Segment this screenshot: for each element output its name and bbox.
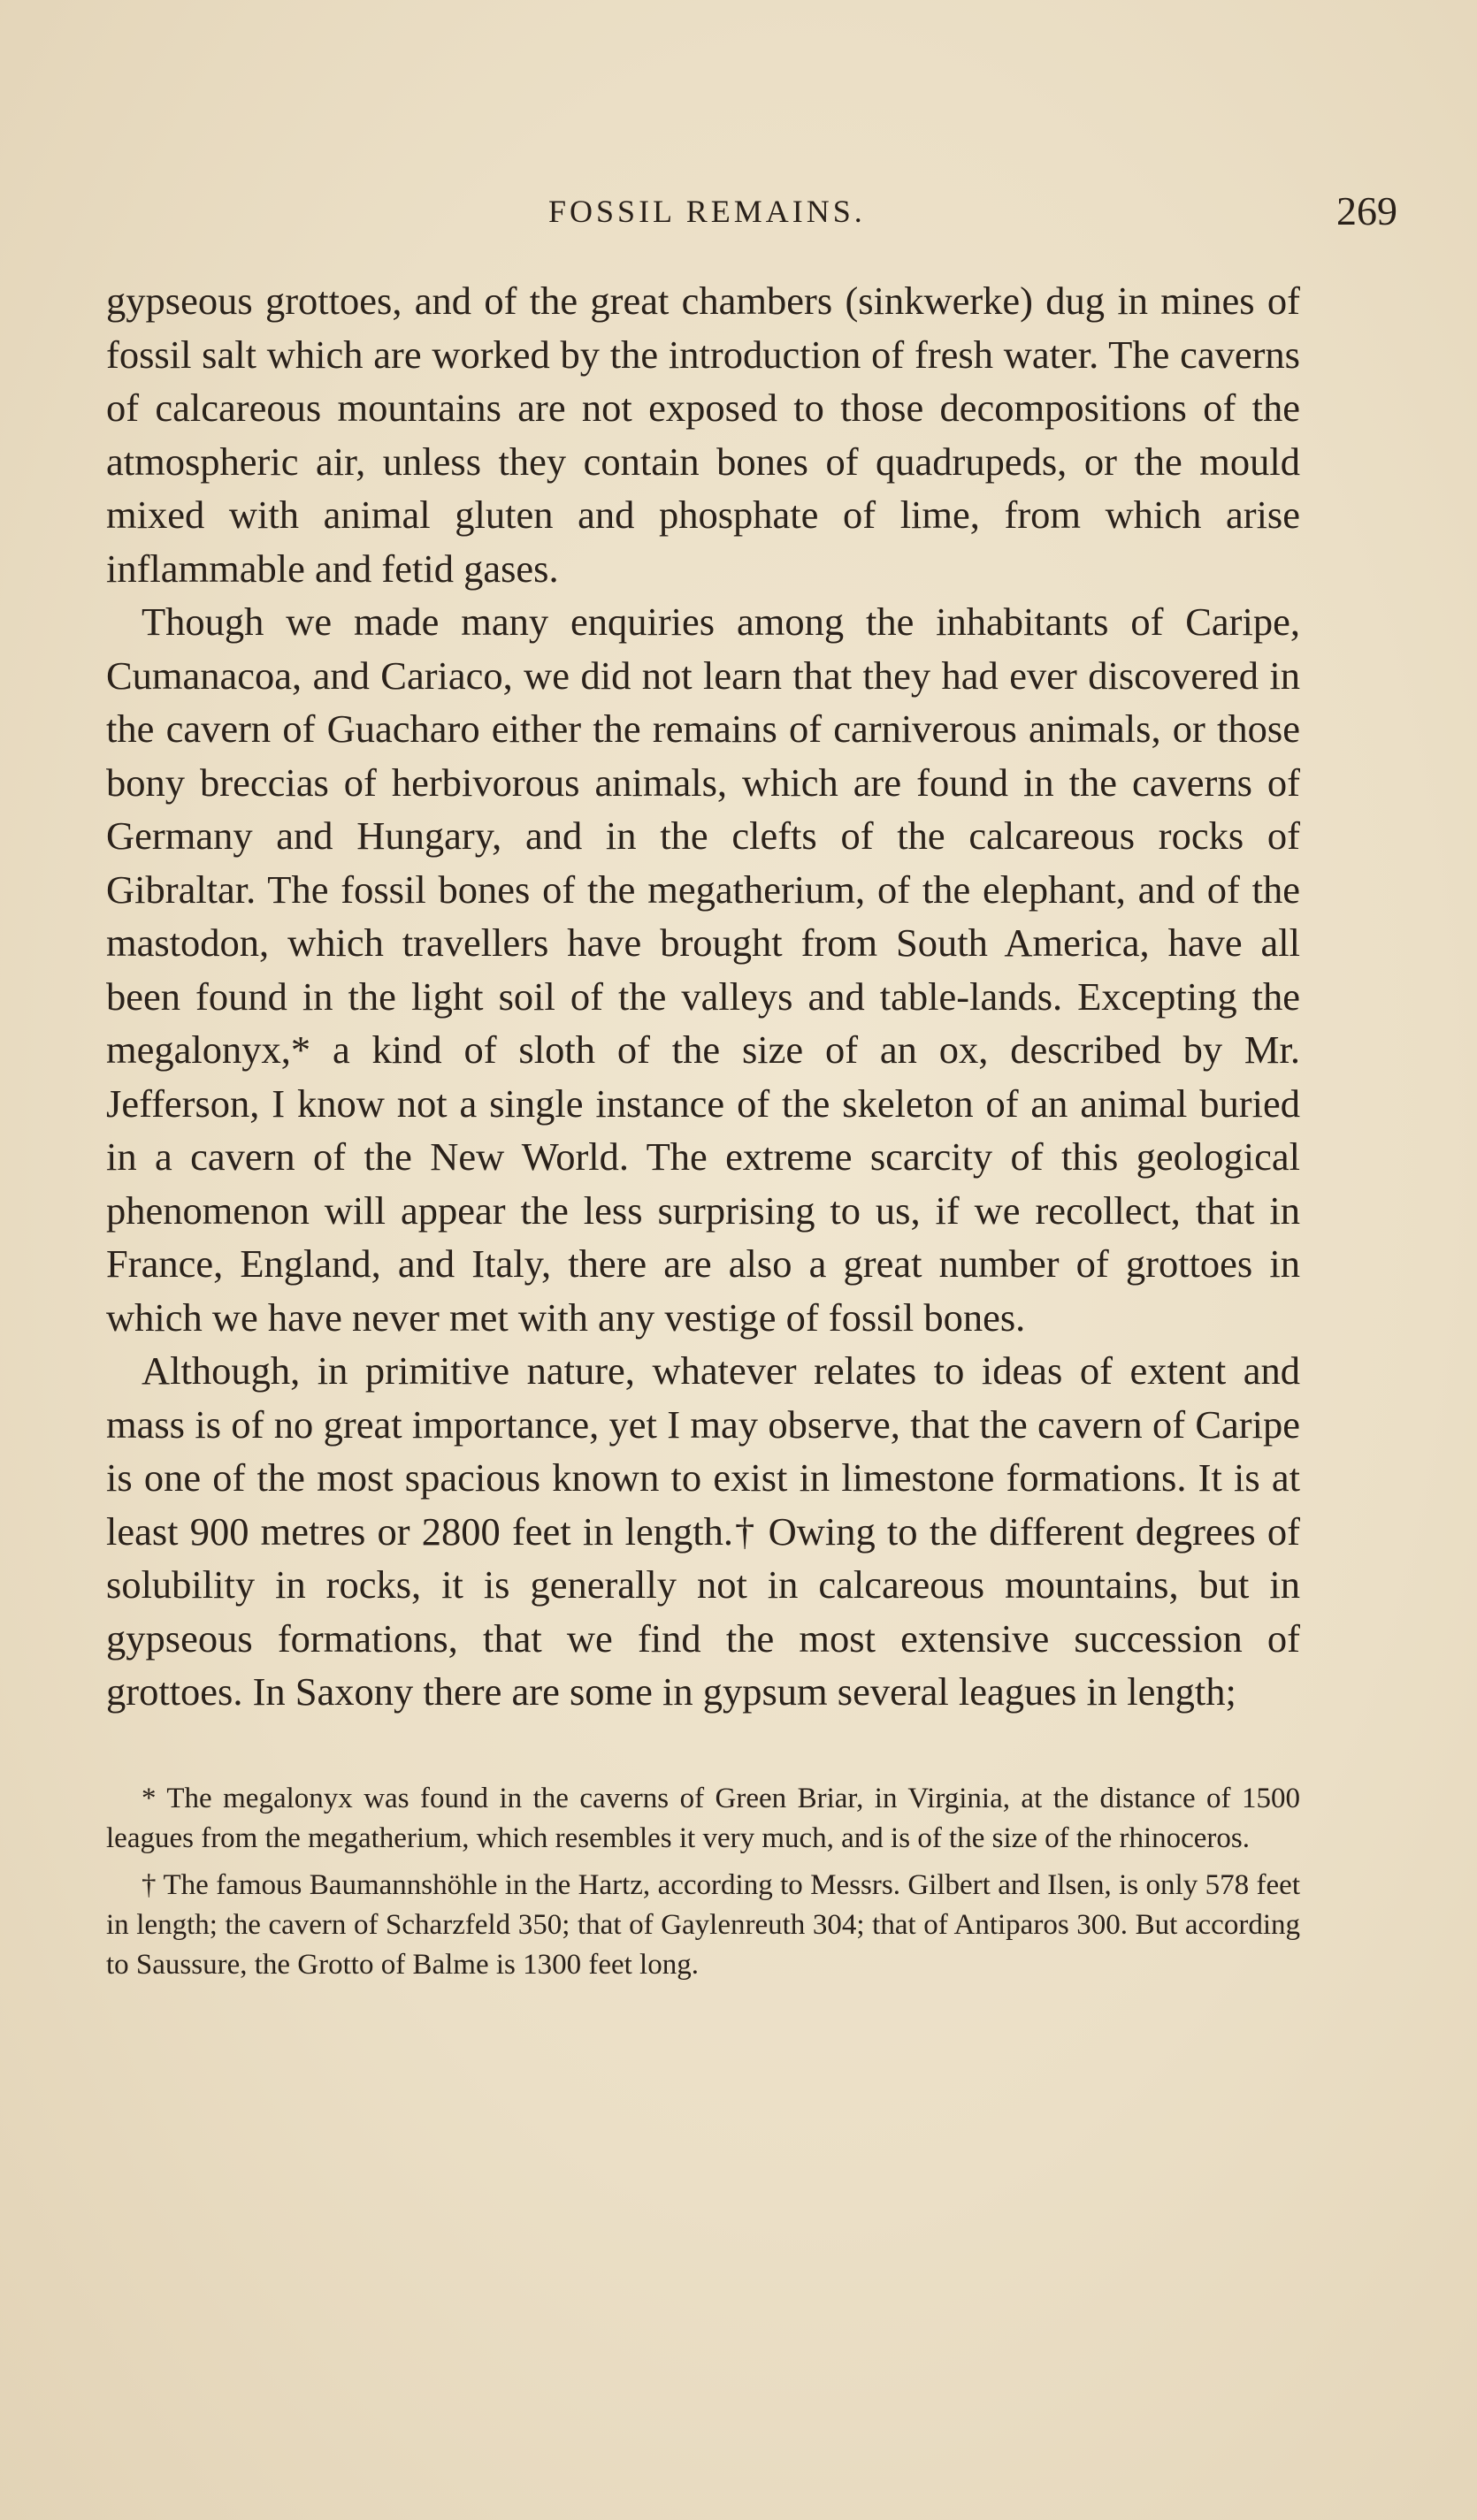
- footnote-2: [106, 1866, 1300, 1985]
- footnote-1-text: The megalonyx was found in the caverns of Green Briar, in Virginia, at the distance of 1500 leagues from the megatherium, which resembles it very much, and is of the size of the rhinoceros.: [106, 1783, 1301, 1854]
- paragraph-1: gypseous grottoes, and of the great chambers (sinkwerke) dug in mines of fossil salt which are worked by the introduction of fresh water. The caverns of calcareous mountains are not exposed to those decompositions of the atmospheric air, unless they contain bones of quadrupeds, or the mould mixed with animal gluten and phosphate of lime, from which arise inflammable and fetid gases.: [106, 279, 1300, 591]
- running-head: FOSSIL REMAINS.: [548, 194, 866, 229]
- paragraph-3: Although, in primitive nature, whatever relates to ideas of extent and mass is of no great importance, yet I may observe, that the cavern of Caripe is one of the most spacious known to exist in limestone formations. It is at least 900 metres or 2800 feet in length.† Owing to the different degrees of solubility in rocks, it is generally not in calcareous mountains, but in gypseous formations, that we find the most extensive succession of grottoes. In Saxony there are some in gypsum several leagues in length;: [106, 1348, 1300, 1714]
- paragraph-2: Though we made many enquiries among the inhabitants of Caripe, Cumanacoa, and Cariaco, we did not learn that they had ever discovered in the cavern of Guacharo either the remains of carniverous animals, or those bony breccias of herbivorous animals, which are found in the caverns of Germany and Hungary, and in the clefts of the calcareous rocks of Gibraltar. The fossil bones of the megatherium, of the elephant, and of the mastodon, which travellers have brought from South America, have all been found in the light soil of the valleys and table-lands. Excepting the megalonyx,* a kind of sloth of the size of an ox, described by Mr. Jefferson, I know not a single instance of the skeleton of an animal buried in a cavern of the New World. The extreme scarcity of this geological phenomenon will appear the less surprising to us, if we recollect, that in France, England, and Italy, there are also a great number of grottoes in which we have never met with any vestige of fossil bones.: [106, 599, 1300, 1340]
- body-text: [106, 274, 1300, 1719]
- footnote-2-text: The famous Baumannshöhle in the Hartz, according to Messrs. Gilbert and Ilsen, is only 578 feet in length; the cavern of Scharzfeld 350; that of Gaylenreuth 304; that of Antiparos 300. But according to Saussure, the Grotto of Balme is 1300 feet long.: [106, 1869, 1301, 1981]
- page-number: 269: [1336, 188, 1397, 233]
- footnote-1: [106, 1779, 1300, 1859]
- footnotes: [106, 1779, 1300, 1992]
- footnote-1-mark: *: [142, 1783, 157, 1814]
- page-header: [292, 187, 1424, 232]
- footnote-2-mark: †: [142, 1869, 157, 1901]
